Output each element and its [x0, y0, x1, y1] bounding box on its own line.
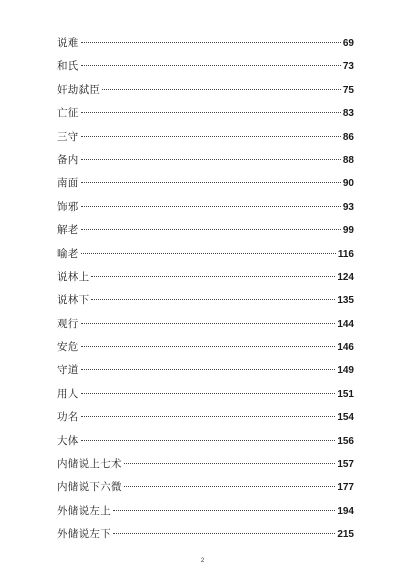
toc-entry[interactable]: [57, 453, 354, 476]
dot-leader: [81, 346, 336, 347]
dot-leader: [81, 182, 341, 183]
dot-leader: [81, 229, 341, 230]
dot-leader: [102, 89, 341, 90]
toc-entry[interactable]: [57, 32, 354, 55]
dot-leader: [124, 486, 336, 487]
toc-entry-page: 146: [337, 342, 354, 354]
toc-entry-title: 功名: [57, 411, 79, 424]
toc-entry-title: 喻老: [57, 247, 79, 260]
toc-entry-page: 86: [342, 131, 354, 143]
dot-leader: [81, 369, 336, 370]
dot-leader: [124, 463, 336, 464]
dot-leader: [81, 42, 341, 43]
toc-entry-page: 90: [342, 178, 354, 190]
dot-leader: [81, 416, 336, 417]
toc-entry-title: 亡征: [57, 107, 79, 120]
toc-entry[interactable]: [57, 476, 354, 499]
dot-leader: [91, 299, 335, 300]
toc-entry-title: 守道: [57, 364, 79, 377]
dot-leader: [113, 510, 335, 511]
toc-entry[interactable]: [57, 383, 354, 406]
toc-entry-page: 154: [337, 412, 354, 424]
toc-entry[interactable]: [57, 313, 354, 336]
toc-entry-page: 75: [342, 84, 354, 96]
toc-entry-title: 说林下: [57, 294, 90, 307]
toc-entry-page: 135: [337, 295, 354, 307]
toc-entry-title: 奸劫弑臣: [57, 83, 101, 96]
toc-entry-title: 用人: [57, 387, 79, 400]
toc-entry-page: 116: [337, 248, 354, 260]
toc-entry-page: 88: [342, 154, 354, 166]
toc-entry[interactable]: [57, 406, 354, 429]
toc-entry[interactable]: [57, 79, 354, 102]
toc-entry-title: 南面: [57, 177, 79, 190]
dot-leader: [81, 253, 336, 254]
toc-entry[interactable]: [57, 359, 354, 382]
toc-entry-title: 解老: [57, 224, 79, 237]
table-of-contents: [57, 32, 354, 547]
toc-entry-title: 备内: [57, 153, 79, 166]
toc-entry[interactable]: [57, 219, 354, 242]
dot-leader: [81, 65, 341, 66]
dot-leader: [81, 323, 336, 324]
dot-leader: [81, 136, 341, 137]
toc-entry[interactable]: [57, 500, 354, 523]
toc-entry-title: 大体: [57, 434, 79, 447]
toc-entry[interactable]: [57, 172, 354, 195]
toc-entry[interactable]: [57, 243, 354, 266]
toc-entry-title: 说林上: [57, 270, 90, 283]
toc-entry-page: 157: [337, 459, 354, 471]
toc-entry[interactable]: [57, 149, 354, 172]
toc-entry-title: 说难: [57, 37, 79, 49]
toc-entry-title: 观行: [57, 317, 79, 330]
dot-leader: [81, 112, 341, 113]
toc-entry-title: 饰邪: [57, 200, 79, 213]
toc-entry[interactable]: [57, 102, 354, 125]
toc-entry[interactable]: [57, 196, 354, 219]
toc-entry-title: 内储说下六微: [57, 481, 122, 494]
toc-entry-page: 215: [337, 529, 354, 541]
toc-entry[interactable]: [57, 289, 354, 312]
toc-entry[interactable]: [57, 266, 354, 289]
dot-leader: [91, 276, 335, 277]
toc-entry-title: 外储说左下: [57, 528, 111, 541]
toc-entry-page: 149: [337, 365, 354, 377]
toc-entry[interactable]: [57, 126, 354, 149]
toc-entry-page: 144: [337, 318, 354, 330]
toc-entry-title: 外储说左上: [57, 504, 111, 517]
toc-entry-page: 151: [337, 388, 354, 400]
toc-entry-title: 内储说上七术: [57, 458, 122, 471]
dot-leader: [81, 206, 341, 207]
toc-entry-title: 和氏: [57, 60, 79, 73]
toc-entry-page: 177: [337, 482, 354, 494]
toc-entry-title: 安危: [57, 341, 79, 354]
toc-entry[interactable]: [57, 523, 354, 546]
toc-entry-page: 83: [342, 108, 354, 120]
page-number: 2: [200, 558, 205, 564]
toc-entry[interactable]: [57, 336, 354, 359]
toc-entry-page: 69: [342, 38, 354, 49]
toc-entry-page: 156: [337, 435, 354, 447]
toc-entry-page: 73: [342, 61, 354, 73]
toc-entry-title: 三守: [57, 130, 79, 143]
dot-leader: [81, 393, 336, 394]
toc-entry[interactable]: [57, 55, 354, 78]
toc-entry[interactable]: [57, 430, 354, 453]
toc-entry-page: 194: [337, 505, 354, 517]
toc-entry-page: 124: [337, 271, 354, 283]
dot-leader: [113, 533, 335, 534]
toc-entry-page: 99: [342, 225, 354, 237]
dot-leader: [81, 440, 336, 441]
dot-leader: [81, 159, 341, 160]
toc-entry-page: 93: [342, 201, 354, 213]
